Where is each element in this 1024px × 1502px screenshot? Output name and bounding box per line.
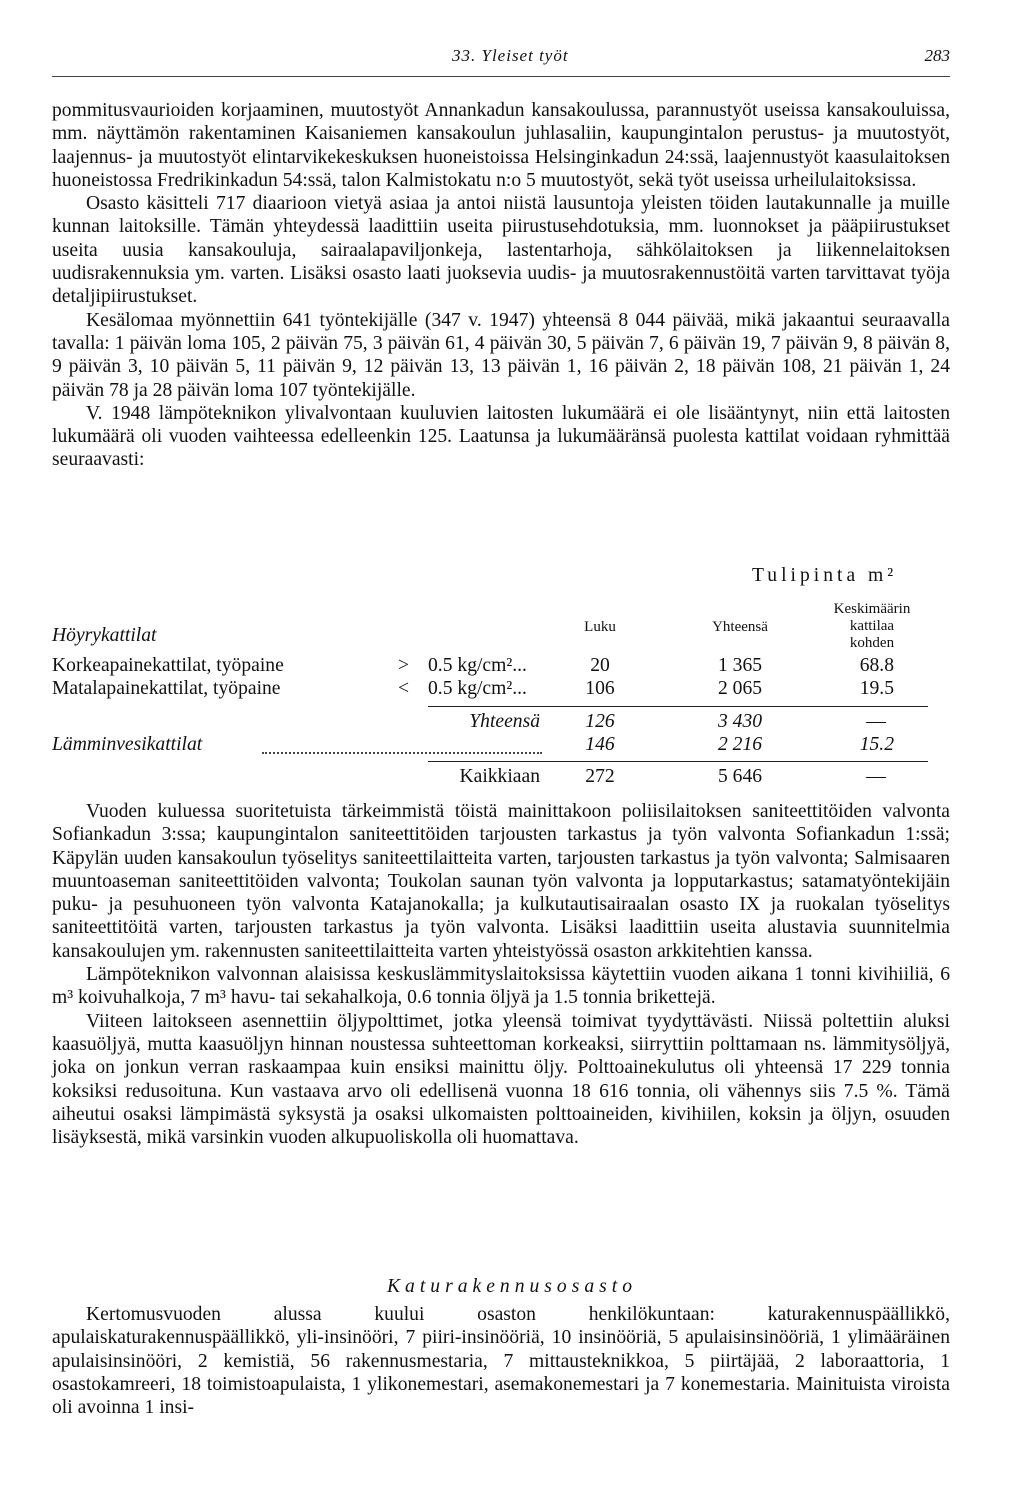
row-label: Korkeapainekattilat, työpaine — [52, 655, 284, 676]
cell-luku: 126 — [585, 711, 615, 732]
paragraph: Lämpöteknikon valvonnan alaisissa keskuslämmityslaitoksissa käytettiin vuoden aikana 1 tonni kivihiiliä, 6 m³ koivuhalkoja, 7 m³ havu- tai sekahalkoja, 0.6 tonnia öljyä ja 1.5 tonnia brikettejä. — [52, 964, 950, 1009]
row-label: Matalapainekattilat, työpaine — [52, 678, 281, 699]
paragraph: V. 1948 lämpöteknikon ylivalvontaan kuuluvien laitosten lukumäärä ei ole lisääntynyt, niin että laitosten lukumäärä oli vuoden vaihteessa edelleenkin 125. Laatunsa ja lukumääränsä puolesta kattilat voidaan ryhmittää seuraavasti: — [52, 402, 950, 471]
total-label: Kaikkiaan — [459, 766, 540, 787]
cell-keskim: 15.2 — [859, 734, 894, 755]
cell-luku: 272 — [585, 766, 615, 787]
running-title: 33. Yleiset työt — [452, 46, 569, 65]
subtotal-label: Yhteensä — [469, 711, 540, 732]
group-header: Tulipinta m² — [752, 565, 898, 586]
row-operator: > — [398, 655, 410, 676]
paragraph: Viiteen laitokseen asennettiin öljypolttimet, jotka yleensä toimivat tyydyttävästi. Niissä poltettiin aluksi kaasuöljyä, mutta kaasuöljyn hinnan noustessa suhteettoman korkeaksi, siirryttiin polttamaan ns. lämmitysöljyä, joka on jonkun verran raskaampaa kuin ensiksi mainittu öljy. Polttoainekulutus oli yhteensä 17 229 tonnia koksiksi redusoituna. Kun vastaava arvo oli edellisenä vuonna 18 616 tonnia, oli vähennys siis 7.5 %. Tämä aiheutui osaksi lämpimästä syksystä ja osaksi ulkomaisten polttoaineiden, kivihiilen, koksin ja öljyn, osuuden lisäyksestä, mikä varsinkin vuoden alkupuoliskolla oli huomattava. — [52, 1010, 950, 1149]
table-rule — [428, 761, 928, 762]
cell-yhteensa: 5 646 — [717, 766, 763, 787]
section-steam-boilers: Höyrykattilat — [52, 625, 157, 646]
cell-luku: 20 — [590, 655, 610, 676]
cell-keskim: — — [866, 711, 886, 732]
cell-keskim: 19.5 — [859, 678, 894, 699]
row-pressure: 0.5 kg/cm²... — [428, 655, 527, 676]
cell-yhteensa: 1 365 — [717, 655, 763, 676]
paragraph: Osasto käsitteli 717 diaarioon vietyä asiaa ja antoi niistä lausuntoja yleisten töiden lautakunnalle ja muille kunnan laitoksille. Tämän yhteydessä laadittiin useita piirustusehdotuksia, mm. luonnokset ja pääpiirustukset useita uusia kansakouluja, sairaalapaviljonkeja, lastentarhoja, sähkölaitoksen ja liikennelaitoksen uudisrakennuksia ym. varten. Lisäksi osasto laati juoksevia uudis- ja muutosrakennustöitä varten tarvittavat työja detaljipiirustukset. — [52, 193, 950, 308]
table-rule — [428, 706, 928, 707]
paragraph: Vuoden kuluessa suoritetuista tärkeimmistä töistä mainittakoon poliisilaitoksen saniteettitöiden valvonta Sofiankadun 3:ssa; kaupungintalon saniteettitöiden tarjousten tarkastus ja työn valvonta Sofiankadun 1:ssä; Käpylän uuden kansakoulun työselitys saniteettilaitteita varten, tarjousten tarkastus ja työn valvonta; Salmisaaren muuntoaseman saniteettitöiden valvonta; Toukolan saunan työn valvonta ja lopputarkastus; satamatyöntekijäin puku- ja pesuhuoneen työn valvonta Katajanokalla; ja kulkutautisairaalan osasto IX ja ruokalan työselitys saniteettitöitä varten, tarjousten tarkastus ja työn valvonta. Lisäksi laadittiin useita alustavia suunnitelmia kansakoulujen ym. rakennusten saniteettilaitteita varten yhteistyössä osaston arkkitehtien kanssa. — [52, 801, 950, 962]
row-operator: < — [398, 678, 410, 699]
cell-keskim: 68.8 — [859, 655, 894, 676]
cell-yhteensa: 3 430 — [717, 711, 763, 732]
col-header-keskimaarin: Keskimäärin kattilaa kohden — [833, 601, 911, 651]
hot-water-label: Lämminvesikattilat — [52, 734, 203, 755]
cell-luku: 146 — [585, 734, 615, 755]
section-heading: Katurakennusosasto — [386, 1276, 638, 1297]
col-header-yhteensa: Yhteensä — [712, 619, 768, 635]
cell-yhteensa: 2 216 — [717, 734, 763, 755]
paragraph: pommitusvaurioiden korjaaminen, muutostyöt Annankadun kansakoulussa, parannustyöt useissa kansakouluissa, mm. näyttämön rakentaminen Kaisaniemen kansakoulun juhlasaliin, kaupungintalon perustus- ja muutostyöt, laajennus- ja muutostyöt elintarvikekeskuksen huoneistoissa Helsinginkadun 24:ssä, laajennustyöt kaasulaitoksen huoneistossa Fredrikinkadun 54:ssä, talon Kalmistokatu n:o 5 muutostyöt, sekä työt useissa urheilulaitoksissa. — [52, 100, 950, 191]
paragraph: Kesälomaa myönnettiin 641 työntekijälle (347 v. 1947) yhteensä 8 044 päivää, mikä jakaantui seuraavalla tavalla: 1 päivän loma 105, 2 päivän 75, 3 päivän 61, 4 päivän 30, 5 päivän 7, 6 päivän 19, 7 päivän 9, 8 päivän 8, 9 päivän 3, 10 päivän 5, 11 päivän 9, 12 päivän 13, 13 päivän 1, 16 päivän 2, 18 päivän 108, 21 päivän 1, 24 päivän 78 ja 28 päivän loma 107 työntekijälle. — [52, 309, 950, 401]
col-header-luku: Luku — [584, 619, 616, 635]
paragraph: Kertomusvuoden alussa kuului osaston henkilökuntaan: katurakennuspäällikkö, apulaiskaturakennuspäällikkö, yli-insinööri, 7 piiri-insinööriä, 10 insinööriä, 5 apulaisinsinööriä, 1 ylimääräinen apulaisinsinööri, 2 kemistiä, 56 rakennusmestaria, 7 mittausteknikkoa, 5 piirtäjää, 2 laboraattoria, 1 osastokamreeri, 18 toimistoapulaista, 1 ylikonemestari, asemakonemestari ja 7 konemestaria. Mainituista viroista oli avoinna 1 insi- — [52, 1304, 950, 1419]
cell-luku: 106 — [585, 678, 615, 699]
dot-leader — [262, 752, 542, 754]
page-number: 283 — [924, 46, 950, 65]
cell-keskim: — — [866, 766, 886, 787]
cell-yhteensa: 2 065 — [717, 678, 763, 699]
row-pressure: 0.5 kg/cm²... — [428, 678, 527, 699]
section-text — [52, 1303, 950, 1419]
body-text — [52, 800, 950, 1149]
